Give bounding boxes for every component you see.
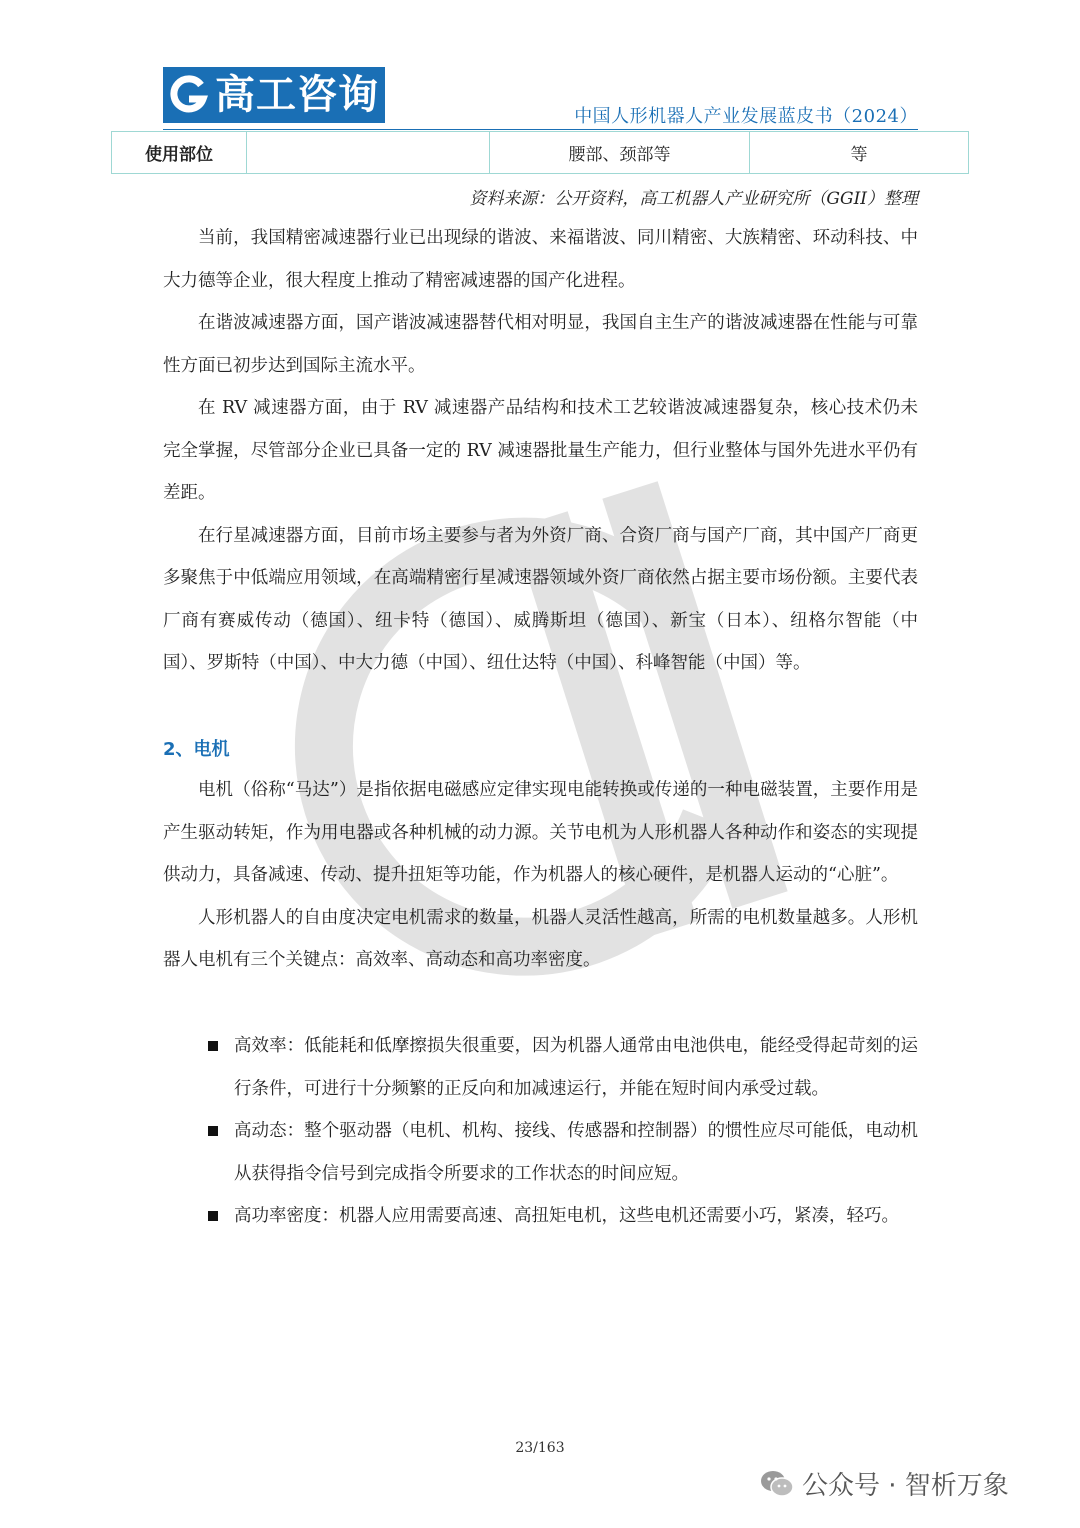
document-title: 中国人形机器人产业发展蓝皮书（2024） [574,106,918,127]
list-item-text: 高动态：整个驱动器（电机、机构、接线、传感器和控制器）的惯性应尽可能低，电动机从获得指令信号到完成指令所要求的工作状态的时间应短。 [234,1121,918,1184]
list-item-text: 高效率：低能耗和低摩擦损失很重要，因为机器人通常由电池供电，能经受得起苛刻的运行条件，可进行十分频繁的正反向和加减速运行，并能在短时间内承受过载。 [234,1036,918,1099]
key-points-list [206,1025,918,1238]
wechat-icon [760,1469,794,1499]
page-number: 23/163 [515,1440,565,1456]
header-divider [163,129,918,130]
list-item [206,1110,918,1195]
list-item [206,1195,918,1238]
usage-table [111,131,969,174]
brand-logo [163,67,385,123]
paragraph: 在 RV 减速器方面，由于 RV 减速器产品结构和技术工艺较谐波减速器复杂，核心技术仍未完全掌握，尽管部分企业已具备一定的 RV 减速器批量生产能力，但行业整体与国外先进水平仍有差距。 [163,398,918,503]
paragraph: 在行星减速器方面，目前市场主要参与者为外资厂商、合资厂商与国产厂商，其中国产厂商更多聚焦于中低端应用领域，在高端精密行星减速器领域外资厂商依然占据主要市场份额。主要代表厂商有赛威传动（德国）、纽卡特（德国）、威腾斯坦（德国）、新宝（日本）、纽格尔智能（中国）、罗斯特（中国）、中大力德（中国）、纽仕达特（中国）、科峰智能（中国）等。 [163,525,918,673]
paragraph: 人形机器人的自由度决定电机需求的数量，机器人灵活性越高，所需的电机数量越多。人形机器人电机有三个关键点：高效率、高动态和高功率密度。 [163,907,918,970]
paragraph: 电机（俗称“马达”）是指依据电磁感应定律实现电能转换或传递的一种电磁装置，主要作用是产生驱动转矩，作为用电器或各种机械的动力源。关节电机为人形机器人各种动作和姿态的实现提供动力，具备减速、传动、提升扭矩等功能，作为机器人的核心硬件，是机器人运动的“心脏”。 [163,780,918,885]
paragraph: 当前，我国精密减速器行业已出现绿的谐波、来福谐波、同川精密、大族精密、环动科技、中大力德等企业，很大程度上推动了精密减速器的国产化进程。 [163,228,918,291]
list-item [206,1025,918,1110]
section-heading: 2、电机 [163,739,230,760]
logo-g-icon [163,67,213,123]
body-section-bottom [163,769,918,982]
square-bullet-icon [208,1126,218,1136]
list-item-text: 高功率密度：机器人应用需要高速、高扭矩电机，这些电机还需要小巧，紧凑，轻巧。 [234,1206,899,1226]
wechat-account-name: 公众号 · 智析万象 [802,1471,1009,1501]
body-section-top [163,217,918,685]
table-row-header: 使用部位 [112,132,247,174]
table-cell: 腰部、颈部等 [490,132,750,174]
paragraph: 在谐波减速器方面，国产谐波减速器替代相对明显，我国自主生产的谐波减速器在性能与可靠性方面已初步达到国际主流水平。 [163,313,918,376]
square-bullet-icon [208,1041,218,1051]
source-note: 资料来源：公开资料，高工机器人产业研究所（GGII）整理 [469,189,918,209]
table-row [112,132,969,174]
table-cell [247,132,490,174]
logo-text: 高工咨询 [213,67,385,123]
table-cell: 等 [750,132,969,174]
square-bullet-icon [208,1211,218,1221]
wechat-account-label[interactable] [760,1465,1009,1502]
